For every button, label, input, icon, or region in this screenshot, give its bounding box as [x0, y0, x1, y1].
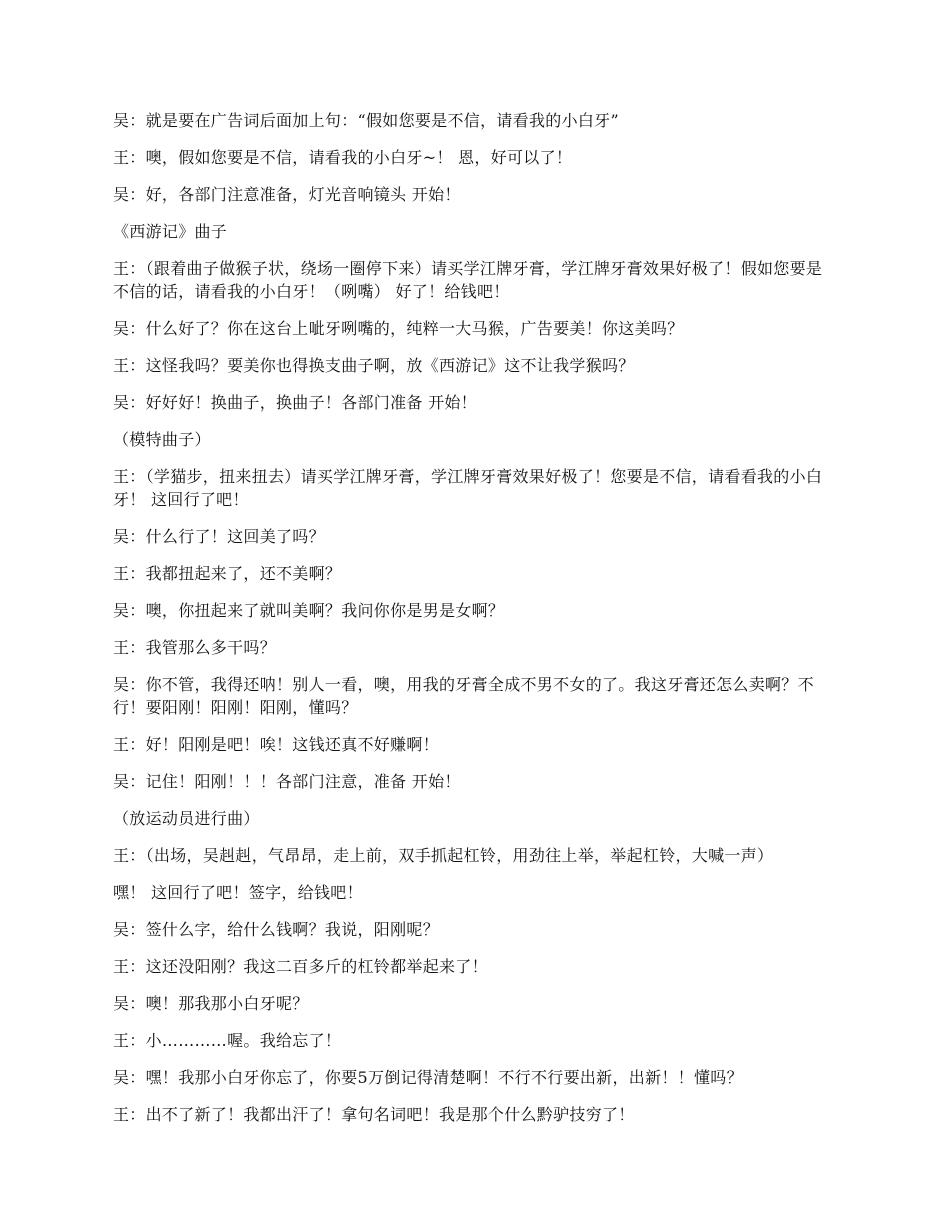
stage-direction: （模特曲子）: [113, 430, 211, 449]
paragraph: 王：这怪我吗？要美你也得换支曲子啊，放《西游记》这不让我学猴吗？: [113, 356, 635, 375]
paragraph: 吴：就是要在广告词后面加上句：“假如您要是不信，请看我的小白牙”: [113, 111, 619, 130]
paragraph: 吴：签什么字，给什么钱啊？我说，阳刚呢？: [113, 920, 440, 939]
paragraph: 吴：嘿！我那小白牙你忘了，你要5万倒记得清楚啊！不行不行要出新，出新！！懂吗？: [113, 1068, 743, 1087]
paragraph: 吴：什么好了？你在这台上呲牙咧嘴的，纯粹一大马猴，广告要美！你这美吗？: [113, 319, 684, 338]
paragraph: 王：（出场，吴赳赳，气昂昂，走上前，双手抓起杠铃，用劲往上举，举起杠铃，大喊一声）: [113, 846, 774, 865]
stage-direction: 《西游记》曲子: [113, 222, 228, 241]
paragraph: 王：这还没阳刚？我这二百多斤的杠铃都举起来了！: [113, 957, 488, 976]
stage-direction: （放运动员进行曲）: [113, 809, 260, 828]
paragraph: 王：（跟着曲子做猴子状，绕场一圈停下来）请买学江牌牙膏，学江牌牙膏效果好极了！假如您要是不信的话，请看我的小白牙！（咧嘴） 好了！给钱吧！: [113, 259, 823, 301]
paragraph: 吴：记住！阳刚！！！各部门注意，准备 开始！: [113, 772, 461, 791]
paragraph: 王：出不了新了！我都出汗了！拿句名词吧！我是那个什么黔驴技穷了！: [113, 1105, 635, 1124]
paragraph: 王：（学猫步，扭来扭去）请买学江牌牙膏，学江牌牙膏效果好极了！您要是不信，请看看我的小白牙！ 这回行了吧！: [113, 467, 823, 509]
paragraph: 吴：噢，你扭起来了就叫美啊？我问你你是男是女啊？: [113, 601, 505, 620]
paragraph: 王：我管那么多干吗？: [113, 638, 277, 657]
paragraph: 吴：你不管，我得还呐！别人一看，噢，用我的牙膏全成不男不女的了。我这牙膏还怎么卖啊？不行！要阳刚！阳刚！阳刚，懂吗？: [113, 675, 814, 717]
paragraph: 吴：噢！那我那小白牙呢？: [113, 994, 309, 1013]
paragraph: 王：小…………喔。我给忘了！: [113, 1031, 342, 1050]
paragraph: 王：我都扭起来了，还不美啊？: [113, 564, 342, 583]
paragraph: 吴：好好好！换曲子，换曲子！各部门准备 开始！: [113, 393, 477, 412]
paragraph: 吴：什么行了！这回美了吗？: [113, 527, 325, 546]
paragraph: 吴：好，各部门注意准备，灯光音响镜头 开始！: [113, 185, 461, 204]
paragraph: 王：好！阳刚是吧！唉！这钱还真不好赚啊！: [113, 735, 440, 754]
paragraph: 王：噢，假如您要是不信，请看我的小白牙~！ 恩，好可以了！: [113, 148, 573, 167]
paragraph: 嘿！ 这回行了吧！签字，给钱吧！: [113, 883, 363, 902]
